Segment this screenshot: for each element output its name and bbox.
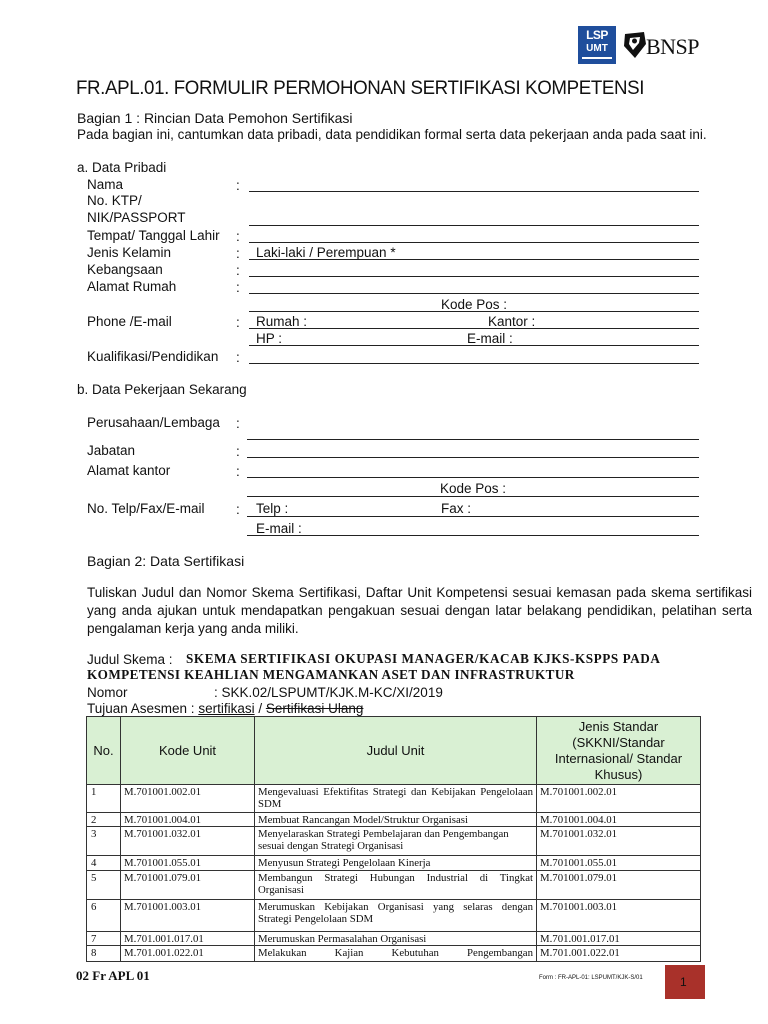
label-rumah: Rumah : <box>256 314 308 329</box>
header-jenis-standar: Jenis Standar (SKKNI/Standar Internasional/ Standar Khusus) <box>537 717 701 785</box>
label-nomor: Nomor <box>87 685 128 700</box>
nomor-value: : SKK.02/LSPUMT/KJK.M-KC/XI/2019 <box>214 685 443 700</box>
field-phone-rumah-kantor[interactable] <box>249 328 699 329</box>
row-jenis-standar: M.701001.055.01 <box>537 856 701 871</box>
lsp-logo-text-bottom: UMT <box>586 43 608 54</box>
field-alamat-kantor[interactable] <box>247 477 699 478</box>
row-no: 8 <box>87 946 121 962</box>
tujuan-separator: / <box>254 701 266 716</box>
label-kebangsaan: Kebangsaan <box>87 262 163 277</box>
row-no: 4 <box>87 856 121 871</box>
label-alamat-kantor: Alamat kantor <box>87 463 171 478</box>
row-no: 5 <box>87 871 121 900</box>
field-nama[interactable] <box>249 191 699 192</box>
jenis-kelamin-value: Laki-laki / Perempuan * <box>256 245 396 260</box>
field-kode-pos-kantor[interactable] <box>247 496 699 497</box>
row-kode-unit: M.701001.032.01 <box>121 827 255 856</box>
row-jenis-standar: M.701001.002.01 <box>537 785 701 813</box>
row-no: 3 <box>87 827 121 856</box>
field-alamat-rumah[interactable] <box>249 293 699 294</box>
label-perusahaan: Perusahaan/Lembaga <box>87 415 220 430</box>
field-hp-email[interactable] <box>249 345 699 346</box>
page-number: 1 <box>680 975 687 989</box>
section1-intro: Pada bagian ini, cantumkan data pribadi, data pendidikan formal serta data pekerjaan anda pada saat ini. <box>77 127 707 142</box>
label-kualifikasi: Kualifikasi/Pendidikan <box>87 349 219 364</box>
field-jabatan[interactable] <box>247 457 699 458</box>
judul-skema-value-2: KOMPETENSI KEAHLIAN MENGAMANKAN ASET DAN INFRASTRUKTUR <box>87 667 575 682</box>
field-ktp[interactable] <box>249 225 699 226</box>
field-perusahaan[interactable] <box>247 439 699 440</box>
label-ttl: Tempat/ Tanggal Lahir <box>87 228 220 243</box>
label-judul-skema: Judul Skema : <box>87 652 173 667</box>
table-row <box>87 900 701 932</box>
tujuan-option-sertifikasi[interactable]: sertifikasi <box>198 701 255 716</box>
row-judul-unit: Melakukan Kajian Kebutuhan Pengembangan <box>255 946 537 962</box>
personal-data-heading: a. Data Pribadi <box>77 160 167 175</box>
label-jenis-kelamin: Jenis Kelamin <box>87 245 172 260</box>
label-telp-fax-email: No. Telp/Fax/E-mail <box>87 501 205 516</box>
row-kode-unit: M.701001.079.01 <box>121 871 255 900</box>
label-kode-pos-rumah: Kode Pos : <box>441 297 508 312</box>
judul-skema-value-1: SKEMA SERTIFIKASI OKUPASI MANAGER/KACAB KJKS-KSPPS PADA <box>186 651 661 666</box>
row-no: 2 <box>87 813 121 827</box>
lsp-logo-text-top: LSP <box>586 28 608 42</box>
colon: : <box>236 464 240 479</box>
row-judul-unit: Menyelaraskan Strategi Pembelajaran dan Pengembangan sesuai dengan Strategi Organisasi <box>255 827 537 856</box>
colon: : <box>236 502 240 517</box>
header-judul-unit: Judul Unit <box>255 717 537 785</box>
colon: : <box>236 350 240 365</box>
colon: : <box>236 229 240 244</box>
label-work-email: E-mail : <box>256 521 302 536</box>
field-kualifikasi[interactable] <box>249 363 699 364</box>
bnsp-emblem-icon <box>622 30 648 60</box>
label-alamat-rumah: Alamat Rumah <box>87 279 177 294</box>
label-telp: Telp : <box>256 501 289 516</box>
label-jabatan: Jabatan <box>87 443 136 458</box>
field-kebangsaan[interactable] <box>249 276 699 277</box>
table-header-row <box>87 717 701 785</box>
label-kantor: Kantor : <box>488 314 536 329</box>
header-kode-unit: Kode Unit <box>121 717 255 785</box>
colon: : <box>236 263 240 278</box>
colon: : <box>236 246 240 261</box>
lsp-umt-logo <box>578 26 616 64</box>
label-phone-email: Phone /E-mail <box>87 314 172 329</box>
row-judul-unit: Merumuskan Kebijakan Organisasi yang selaras dengan Strategi Pengelolaan SDM <box>255 900 537 932</box>
footer-form-reference: Form : FR-APL-01: LSPUMT/KJK-S/01 <box>539 975 643 981</box>
lsp-logo-bar <box>582 57 612 59</box>
row-no: 6 <box>87 900 121 932</box>
field-kode-pos-rumah[interactable] <box>249 311 699 312</box>
section1-heading: Bagian 1 : Rincian Data Pemohon Sertifikasi <box>77 110 353 126</box>
colon: : <box>236 444 240 459</box>
row-jenis-standar: M.701001.032.01 <box>537 827 701 856</box>
tujuan-option-sertifikasi-ulang[interactable]: Sertifikasi Ulang <box>265 701 364 716</box>
colon: : <box>236 416 240 431</box>
row-judul-unit: Menyusun Strategi Pengelolaan Kinerja <box>255 856 537 871</box>
field-work-email[interactable] <box>247 535 699 536</box>
document-title: FR.APL.01. FORMULIR PERMOHONAN SERTIFIKASI KOMPETENSI <box>76 77 645 99</box>
row-no: 7 <box>87 932 121 946</box>
field-ttl[interactable] <box>249 242 699 243</box>
label-email: E-mail : <box>467 331 513 346</box>
colon: : <box>236 280 240 295</box>
colon: : <box>236 178 240 193</box>
header-no: No. <box>87 717 121 785</box>
row-kode-unit: M.701001.004.01 <box>121 813 255 827</box>
row-kode-unit: M.701.001.022.01 <box>121 946 255 962</box>
row-kode-unit: M.701001.003.01 <box>121 900 255 932</box>
row-jenis-standar: M.701.001.017.01 <box>537 932 701 946</box>
row-judul-unit: Membuat Rancangan Model/Struktur Organisasi <box>255 813 537 827</box>
row-kode-unit: M.701.001.017.01 <box>121 932 255 946</box>
colon: : <box>236 315 240 330</box>
table-row <box>87 871 701 900</box>
label-tujuan-asesmen <box>87 700 363 717</box>
section2-heading: Bagian 2: Data Sertifikasi <box>87 553 245 569</box>
label-nama: Nama <box>87 177 124 192</box>
row-judul-unit: Merumuskan Permasalahan Organisasi <box>255 932 537 946</box>
label-ktp-1: No. KTP/ <box>87 193 142 208</box>
label-hp: HP : <box>256 331 283 346</box>
footer-form-code: 02 Fr APL 01 <box>76 968 150 983</box>
field-telp-fax[interactable] <box>247 516 699 517</box>
row-judul-unit: Mengevaluasi Efektifitas Strategi dan Kebijakan Pengelolaan SDM <box>255 785 537 813</box>
row-kode-unit: M.701001.002.01 <box>121 785 255 813</box>
table-row <box>87 932 701 946</box>
field-jenis-kelamin[interactable] <box>249 259 699 260</box>
row-jenis-standar: M.701001.003.01 <box>537 900 701 932</box>
table-row <box>87 813 701 827</box>
bnsp-logo-text: BNSP <box>646 34 700 59</box>
label-kode-pos-kantor: Kode Pos : <box>440 481 507 496</box>
bnsp-logo <box>622 30 700 62</box>
row-kode-unit: M.701001.055.01 <box>121 856 255 871</box>
work-data-heading: b. Data Pekerjaan Sekarang <box>77 382 247 397</box>
table-row <box>87 785 701 813</box>
row-jenis-standar: M.701001.004.01 <box>537 813 701 827</box>
table-row <box>87 856 701 871</box>
tujuan-label-text: Tujuan Asesmen : <box>87 701 195 716</box>
table-row <box>87 946 701 962</box>
page-number-box <box>665 965 705 999</box>
row-jenis-standar: M.701001.079.01 <box>537 871 701 900</box>
row-no: 1 <box>87 785 121 813</box>
row-jenis-standar: M.701.001.022.01 <box>537 946 701 962</box>
row-judul-unit: Membangun Strategi Hubungan Industrial di Tingkat Organisasi <box>255 871 537 900</box>
table-row <box>87 827 701 856</box>
label-ktp-2: NIK/PASSPORT <box>87 210 186 225</box>
unit-table <box>86 716 701 962</box>
label-fax: Fax : <box>441 501 472 516</box>
section2-intro: Tuliskan Judul dan Nomor Skema Sertifikasi, Daftar Unit Kompetensi sesuai kemasan pada skema sertifikasi yang anda ajukan untuk mendapatkan pengakuan sesuai dengan latar belakang pendidikan, pelatihan serta pengalaman kerja yang anda miliki. <box>87 585 752 636</box>
